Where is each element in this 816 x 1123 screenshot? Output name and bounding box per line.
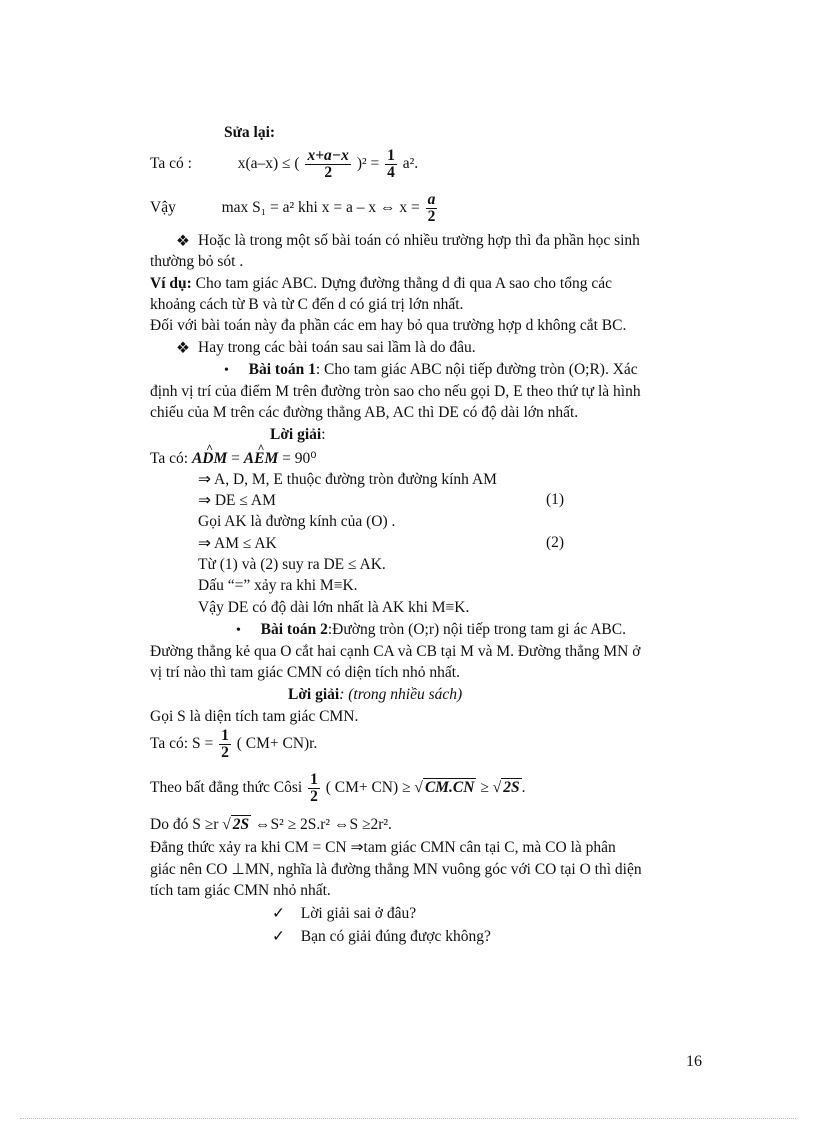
sol2-ta-co-rest: ( CM+ CN)r.: [236, 735, 318, 752]
fraction-a-over-2: $\frac{a}{2}$: [427, 190, 436, 225]
bai-toan-2-line3: vị trí nào thì tam giác CMN có diện tích nhỏ nhất.: [150, 664, 460, 681]
loi-giai-2-label: Lời giải: [288, 686, 340, 703]
sol2-cosi-rest: ( CM+ CN) ≥: [325, 779, 411, 796]
line-vay: [150, 190, 439, 226]
expr-b: )² =: [356, 155, 380, 172]
bai-toan-2-label: Bài toán 2: [260, 621, 328, 638]
sol1-ta-co: [150, 449, 316, 468]
bullet2-text: Hay trong các bài toán sau sai lầm là do đâu.: [198, 339, 476, 356]
sol1-line3: Gọi AK là đường kính của (O) .: [198, 513, 396, 530]
round-bullet-icon: •: [224, 363, 229, 378]
sol1-line6: Dấu “=” xảy ra khi M≡K.: [198, 577, 358, 594]
bai-toan-1-text1: : Cho tam giác ABC nội tiếp đường tròn (O;R). Xác: [315, 361, 638, 378]
sol2-cosi: [150, 770, 526, 806]
loi-giai-1-label: Lời giải: [270, 426, 322, 443]
page-bottom-border: [20, 1118, 796, 1119]
sol1-eq-number-2: (2): [546, 534, 565, 551]
bullet1-line1: Hoặc là trong một số bài toán có nhiều trường hợp thì đa phần học sinh: [198, 232, 640, 249]
sol2-do-do-a: Do đó S ≥r: [150, 816, 219, 833]
angle-adm: ^ ADM: [192, 450, 227, 468]
sol1-line2: ⇒ DE ≤ AM: [198, 492, 276, 509]
sol1-line5: Từ (1) và (2) suy ra DE ≤ AK.: [198, 556, 386, 573]
sol1-line7: Vậy DE có độ dài lớn nhất là AK khi M≡K.: [198, 599, 470, 616]
sol1-eq: =: [231, 450, 240, 467]
round-bullet-icon: •: [236, 623, 241, 638]
fraction-one-half: $\frac{1}{2}$: [221, 726, 229, 761]
vi-du-line2: khoảng cách từ B và từ C đến d có giá trị lớn nhất.: [150, 296, 464, 313]
sol1-eq-number-1: (1): [546, 491, 565, 508]
bullet1-line2: thường bỏ sót .: [150, 253, 244, 270]
diamond-bullet-icon: ❖: [176, 233, 190, 250]
sol2-p2: giác nên CO ⊥MN, nghĩa là đường thẳng MN vuông góc với CO tại O thì diện: [150, 861, 642, 878]
diamond-bullet-icon: ❖: [176, 340, 190, 357]
bai-toan-2-line2: Đường thẳng kẻ qua O cắt hai cạnh CA và CB tại M và M. Đường thẳng MN ở: [150, 643, 641, 660]
sol2-cosi-label: Theo bất đẳng thức Côsi: [150, 779, 303, 796]
sol2-ge: ≥: [480, 779, 489, 796]
loi-giai-1-heading: [270, 426, 326, 444]
line-ta-co-1: [150, 146, 418, 182]
sol1-val: = 90⁰: [282, 450, 317, 467]
vi-du-label: Ví dụ:: [150, 275, 192, 292]
bai-toan-1-line1: [224, 361, 638, 379]
sol1-ta-co-label: Ta có:: [150, 450, 189, 467]
sol1-line1: ⇒ A, D, M, E thuộc đường tròn đường kính AM: [198, 471, 497, 488]
checkmark-icon: ✓: [272, 928, 285, 945]
heading-sua-lai: Sửa lại:: [224, 124, 276, 141]
page-number: 16: [686, 1053, 702, 1070]
bai-toan-2-line1: [236, 621, 626, 639]
loi-giai-1-colon: :: [321, 426, 326, 443]
check-item-text: Bạn có giải đúng được không?: [300, 928, 491, 945]
sol1-line4: ⇒ AM ≤ AK: [198, 535, 277, 552]
fraction-x-a-x-over-2: $\frac{x+a-x}{2}$: [307, 146, 349, 181]
check-item: [272, 927, 491, 946]
sqrt-2s: √ 2S: [492, 779, 520, 796]
bai-toan-1-line3: chiếu của M trên các đường thẳng AB, AC thì DE có độ dài lớn nhất.: [150, 404, 579, 421]
checkmark-icon: ✓: [272, 905, 285, 922]
check-item-text: Lời giải sai ở đâu?: [300, 905, 417, 922]
vay-expr: max S₁ = a² khi x = a – x ⇔ x =: [221, 199, 420, 216]
sol2-do-do-b: ⇔S² ≥ 2S.r² ⇔S ≥2r².: [255, 816, 392, 833]
angle-aem: ^ AEM: [244, 450, 278, 468]
sol2-ta-co-label: Ta có: S =: [150, 735, 214, 752]
fraction-one-quarter: $\frac{1}{4}$: [387, 146, 395, 181]
sol2-ta-co: [150, 726, 317, 762]
vi-du-line1: [150, 275, 612, 293]
check-item: [272, 904, 416, 923]
sol2-do-do: [150, 816, 392, 834]
fraction-one-half: $\frac{1}{2}$: [310, 770, 318, 805]
bai-toan-2-text1: :Đường tròn (O;r) nội tiếp trong tam gi ác ABC.: [327, 621, 626, 638]
sqrt-2s: √ 2S: [222, 816, 250, 833]
vay-label: Vậy: [150, 199, 176, 216]
bai-toan-1-label: Bài toán 1: [248, 361, 316, 378]
sol2-p3: tích tam giác CMN nhỏ nhất.: [150, 882, 331, 899]
expr-a: x(a–x) ≤ (: [237, 155, 300, 172]
bai-toan-1-line2: định vị trí của điểm M trên đường tròn sao cho nếu gọi D, E theo thứ tự là hình: [150, 383, 641, 400]
vi-du-text1: Cho tam giác ABC. Dựng đường thẳng d đi qua A sao cho tổng các: [195, 275, 612, 292]
sqrt-cm-cn: √ CM.CN: [414, 779, 475, 796]
loi-giai-2-heading: [288, 686, 462, 704]
sol2-line1: Gọi S là diện tích tam giác CMN.: [150, 708, 359, 725]
sol2-dot: .: [521, 779, 526, 796]
loi-giai-2-note: : (trong nhiều sách): [339, 686, 463, 703]
doi-voi-text: Đối với bài toán này đa phần các em hay bỏ qua trường hợp d không cắt BC.: [150, 317, 627, 334]
ta-co-label: Ta có :: [150, 155, 192, 172]
expr-c: a².: [402, 155, 419, 172]
sol2-p1: Đẳng thức xảy ra khi CM = CN ⇒tam giác CMN cân tại C, mà CO là phân: [150, 839, 616, 856]
